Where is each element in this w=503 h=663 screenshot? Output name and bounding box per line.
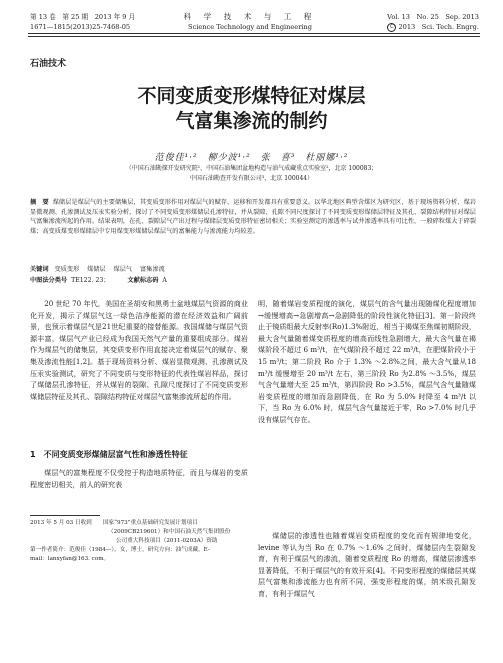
keywords-label: 关键词 xyxy=(30,266,49,273)
body-left-column xyxy=(30,298,248,402)
clc-value: TE122. 23； xyxy=(71,277,110,284)
affiliation-line1: （中国石油勘探开发研究院¹，中国石油集团盆地构造与油气成藏重点实验室²，北京 100083； xyxy=(125,165,378,172)
body-right-column xyxy=(258,298,476,426)
footnote-line: 2013 年 5 月 03 日收到 国家“973”重点基础研究发展计划项目 xyxy=(30,520,198,526)
clc-label: 中图法分类号 xyxy=(30,277,68,284)
body-paragraph: 明，随着煤岩变质程度的演化，煤层气的含气量出现随煤化程度增加→缓慢增高→急剧增高→急剧降低的阶段性演化特征[3]。第一阶段终止于镜质组最大反射率(Ro)1.3%附近，相当于褐煤至焦煤初期阶段，最大含气量随着煤变质程度的增高而线性急剧增大，最大含气量在褐煤阶段不超过 6 m³/t，在气煤阶段不超过 22 m³/t，在肥煤阶段小于 15 m³/t；第二阶段 Ro 介于 1.3% ～2.8%之间，最大含气量从18 m³/t 缓慢增至 20 m³/t 左右，第三阶段 Ro 为2.8% ～3.5%，煤层气含气量增大至 25 m³/t，第四阶段 Ro >3.5%，煤层气含气量随煤岩变质程度的增加而急剧降低，在 Ro 为 5.0% 时降至 4 m³/t 以下，当 Ro 为 6.0% 时，煤层气含气量接近于零，Ro >7.0% 时几乎没有煤层气存在。 xyxy=(258,299,476,424)
body-left-column-2 xyxy=(30,467,248,490)
footnote-line: （2009CB219601）和中国石油天然气集团股份 xyxy=(108,529,231,535)
volume-line: Vol. 13 No. 25 Sep. 2013 xyxy=(387,13,479,21)
classification xyxy=(30,276,476,286)
keyword-item: 煤储层 xyxy=(87,266,106,273)
journal-name-en: Science Technology and Engineering xyxy=(188,23,312,31)
article-title-line1: 不同变质变形煤特征对煤层 xyxy=(137,85,366,107)
abstract-text: 煤储层是煤层气的主要储集层，其变质变形作用对煤层气的赋存、运移和开发都具有重要意义。以华北地区典型含煤区为研究区，基于现场资料分析、煤岩显微观测、孔渗测试及压汞实验分析，探讨了不同变质变形煤储层孔渗特征，并从裂隙、孔隙不同尺度探讨了不同变质变形煤储层特征及其孔、裂隙结构特征对煤层气富集渗流所起的作用。结果表明，在孔、裂隙层气产出过程与煤储层变质变形特征密切相关；实验室测定的渗透率与试井渗透率具有可比性，一般碎粒煤大于碎裂煤；高变质煤变形煤储层中专用煤变形煤储层煤层气的富集能力与渗流能力均较差。 xyxy=(30,199,477,235)
copyright-line xyxy=(387,22,479,32)
footnote-line: 公司重大科技项目（2011-0203A）资助 xyxy=(116,538,218,544)
copyright-icon: C xyxy=(387,23,396,32)
body-paragraph: 20 世纪 70 年代，美国在圣胡安和黑勇士盆地煤层气资源的商业化开发，揭示了煤层气这一绿色洁净能源的潜在经济效益和广阔前景，也预示着煤层气是21世纪重要的接替能源。我国煤储与煤层气资源丰富，煤层气产业已经成为我国天然气产量的重要组成部分。煤岩作为煤层气的储集层，其变质变形作用直接决定着煤层气的赋存、聚集及渗流性能[1,2]。基于现场资料分析、煤岩显微观测、孔渗测试及压汞实验测试，研究了不同变质与变形特征的代表性煤岩样品，探讨了煤储层孔渗特征，并从煤岩的裂隙、孔隙尺度探讨了不同变质变形煤储层特征及其孔、裂隙结构特征对煤层气富集渗流所起的作用。 xyxy=(30,299,248,401)
keywords xyxy=(30,265,476,275)
journal-volume-info xyxy=(387,12,479,32)
footnote-line: 第一作者简介：范俊佳（1984—），女，博士，研究方向：油气成藏。E- xyxy=(30,547,210,553)
keyword-item: 变质变形 xyxy=(54,266,80,273)
journal-name xyxy=(170,12,330,32)
header-rule xyxy=(28,33,480,34)
doc-code-label: 文献标志码 xyxy=(127,277,159,284)
abstract xyxy=(30,198,476,236)
footnote-rule xyxy=(30,515,100,516)
keyword-item: 煤层气 xyxy=(113,266,133,273)
author-list: 范俊佳¹·² 柳少波¹·² 张 喜³ 杜丽娜¹·² xyxy=(154,153,349,163)
issue-line: 第 13 卷 第 25 期 2013 年 9 月 xyxy=(30,13,136,21)
issn-line: 1671—1815(2013)25-7468-05 xyxy=(30,23,131,31)
copyright-text: 2013 Sci. Tech. Engrg. xyxy=(398,23,479,31)
doc-code-value: A xyxy=(162,277,167,284)
keyword-item: 富集渗流 xyxy=(139,266,165,273)
abstract-label: 摘 要 xyxy=(30,199,49,206)
body-right-column-2 xyxy=(258,530,476,600)
body-paragraph: 煤层气的富集程度不仅受控于构造地质特征，而且与煤岩的变质程度密切相关，前人的研究表 xyxy=(30,468,248,489)
affiliation-line2: 中国石油勘查开发有限公司³，北京 100044） xyxy=(189,175,314,182)
journal-issue-info xyxy=(30,12,135,32)
body-paragraph: 煤储层的渗透性也随着煤岩变质程度的变化而有规律地变化，levine 等认为当 Ro 在 0.7% ～1.6% 之间时，煤储层内生裂隙发育，有利于煤层气的渗流，随着变质程度 Ro 的增高，煤储层渗透率显著降低，不利于煤层气的有效开采[4]。不同变形程度的煤储层其煤层气富集和渗流能力也有所不同，强变形程度的煤，纳米级孔隙发育，有利于煤层气 xyxy=(258,531,476,598)
header-rule-thin xyxy=(28,36,480,37)
footnote-line: mail：lanxyfan@163. com。 xyxy=(30,556,110,562)
journal-name-cn: 科 学 技 术 与 工 程 xyxy=(183,12,317,21)
section-tag: 石油技术 xyxy=(30,59,67,69)
article-title-line2: 气富集渗流的制约 xyxy=(175,110,328,132)
footnote xyxy=(30,519,248,564)
section-heading: 1 不同变质变形煤储层富气性和渗透性特征 xyxy=(30,450,188,459)
